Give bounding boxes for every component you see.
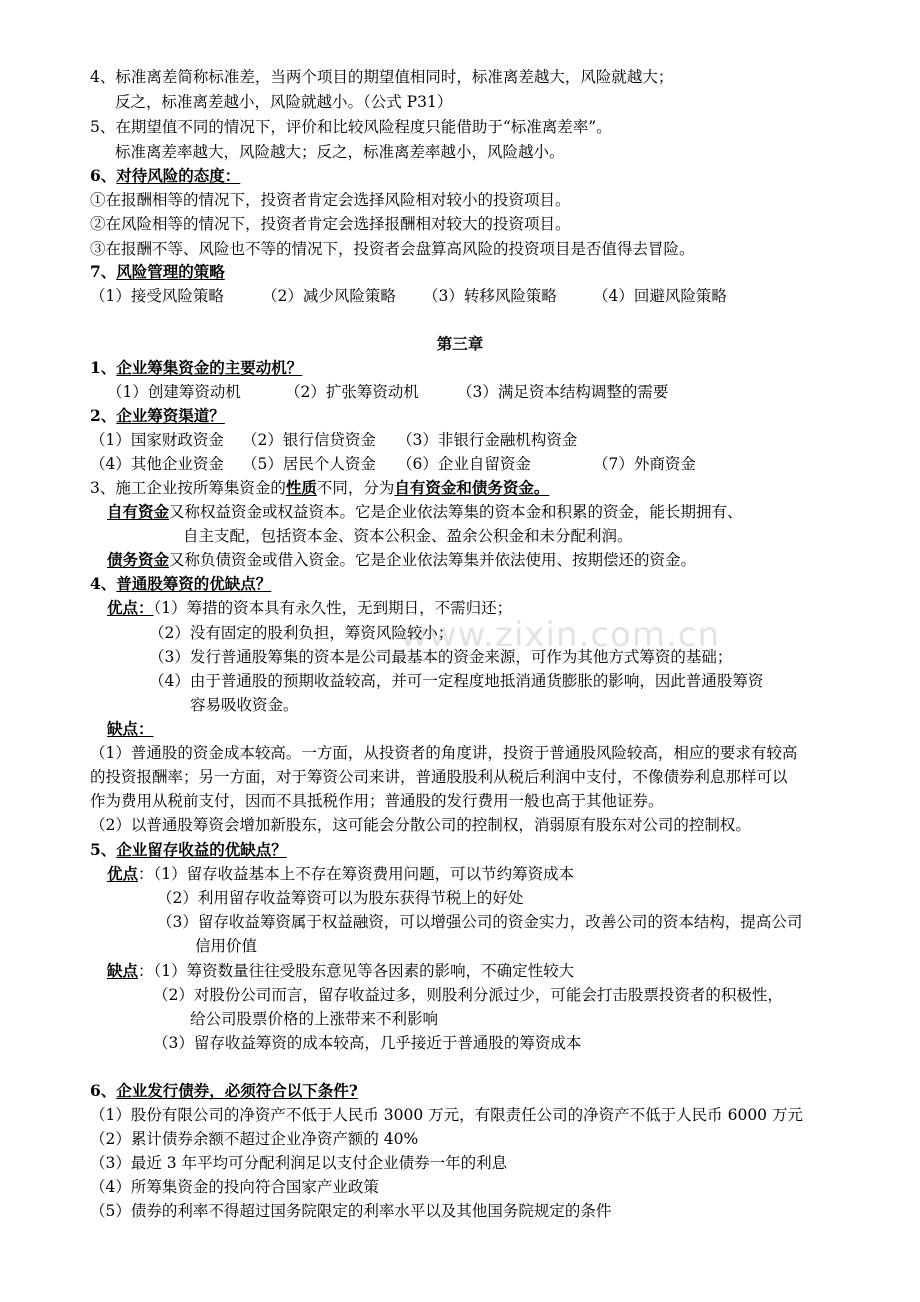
label-disadvantages: 缺点： [107, 719, 154, 738]
item-5-continued: 标准离差率越大，风险越大；反之，标准离差率越小，风险越小。 [115, 143, 565, 161]
stock-disadvantage-1-line2: 的投资报酬率；另一方面，对于筹资公司来讲，普通股股利从税后利润中支付，不像债券利息那样可以 [90, 768, 788, 786]
retained-disadvantage-2: （2）对股份公司而言，留存收益过多，则股利分派过少，可能会打击股票投资者的积极性， [153, 986, 783, 1004]
stock-advantage-2: （2）没有固定的股利负担，筹资风险较小； [149, 624, 454, 642]
emphasis-fund-types: 自有资金和债务资金。 [394, 478, 550, 497]
stock-advantage-4-continued: 容易吸收资金。 [190, 696, 299, 714]
heading-common-stock [90, 574, 271, 594]
retained-disadvantage-2-continued: 给公司股票价格的上涨带来不利影响 [190, 1010, 439, 1028]
heading-risk-strategy [90, 262, 225, 282]
heading-retained-earnings [90, 840, 287, 860]
attitude-1: ①在报酬相等的情况下，投资者肯定会选择风险相对较小的投资项目。 [90, 191, 571, 209]
item-3-fund-nature [90, 478, 549, 498]
heading-title: 企业发行债券，必须符合以下条件? [116, 1081, 358, 1100]
chapter-title: 第三章 [436, 334, 484, 353]
point-text: ：（1）筹资数量往往受股东意见等各因素的影响，不确定性较大 [138, 962, 575, 980]
channel-4: （4）其他企业资金 [90, 455, 224, 473]
heading-title: 企业筹集资金的主要动机？ [116, 358, 303, 377]
strategy-4: （4）回避风险策略 [593, 287, 727, 305]
stock-advantage-1 [107, 598, 512, 618]
heading-number: 7、 [90, 262, 117, 281]
strategy-1: （1）接受风险策略 [90, 287, 224, 305]
heading-title: 普通股筹资的优缺点？ [116, 574, 272, 593]
heading-number: 2、 [90, 406, 117, 425]
text-segment: 3、施工企业按所筹集资金的 [90, 479, 286, 497]
heading-number: 6、 [90, 1081, 117, 1100]
strategy-2: （2）减少风险策略 [262, 287, 396, 305]
motive-2: （2）扩张筹资动机 [285, 383, 419, 401]
watermark: www.zixin.com.cn [400, 615, 720, 655]
retained-disadvantage-3: （3）留存收益筹资的成本较高，几乎接近于普通股的筹资成本 [153, 1034, 582, 1052]
retained-advantage-3: （3）留存收益筹资属于权益融资，可以增强公司的资金实力，改善公司的资本结构，提高公司 [157, 913, 803, 931]
channel-6: （6）企业自留资金 [397, 455, 531, 473]
attitude-2: ②在风险相等的情况下，投资者肯定会选择报酬相对较大的投资项目。 [90, 215, 571, 233]
own-funds-continued: 自主支配，包括资本金、资本公积金、盈余公积金和未分配利润。 [183, 527, 633, 545]
retained-disadvantage-1 [107, 961, 574, 981]
item-4-std-dev: 4、标准离差简称标准差，当两个项目的期望值相同时，标准离差越大，风险就越大； [90, 68, 674, 86]
heading-number: 4、 [90, 574, 117, 593]
retained-advantage-1 [107, 864, 574, 884]
strategy-3: （3）转移风险策略 [423, 287, 557, 305]
heading-title: 对待风险的态度： [116, 166, 241, 185]
item-4-continued: 反之，标准离差越小，风险就越小。（公式 P31） [115, 93, 453, 111]
heading-title: 风险管理的策略 [116, 262, 225, 281]
heading-number: 1、 [90, 358, 117, 377]
label-disadvantages: 缺点 [107, 961, 139, 980]
motive-1: （1）创建筹资动机 [107, 383, 241, 401]
definition-text: 又称负债资金或借入资金。它是企业依法筹集并依法使用、按期偿还的资金。 [169, 551, 697, 569]
channel-2: （2）银行信贷资金 [242, 431, 376, 449]
heading-title: 企业留存收益的优缺点？ [116, 840, 287, 859]
heading-number: 5、 [90, 840, 117, 859]
bond-condition-4: （4）所筹集资金的投向符合国家产业政策 [90, 1178, 379, 1196]
channel-7: （7）外商资金 [593, 455, 696, 473]
stock-disadvantage-1: （1）普通股的资金成本较高。一方面，从投资者的角度讲，投资于普通股风险较高，相应的要求有较高 [90, 744, 798, 762]
item-5-cv: 5、在期望值不同的情况下，评价和比较风险程度只能借助于“标准离差率”。 [90, 118, 612, 136]
stock-advantage-3: （3）发行普通股筹集的资本是公司最基本的资金来源，可作为其他方式筹资的基础； [149, 648, 733, 666]
point-text: （1）筹措的资本具有永久性，无到期日，不需归还； [153, 599, 513, 617]
stock-disadvantage-2: （2）以普通股筹资会增加新股东，这可能会分散公司的控制权，消弱原有股东对公司的控制权。 [90, 816, 751, 834]
own-funds-definition [107, 502, 743, 522]
channel-5: （5）居民个人资金 [242, 455, 376, 473]
heading-title: 企业筹资渠道？ [116, 406, 225, 425]
heading-financing-channel [90, 406, 225, 426]
debt-funds-definition [107, 550, 696, 570]
stock-disadvantage-1-line3: 作为费用从税前支付，因而不具抵税作用；普通股的发行费用一般也高于其他证券。 [90, 792, 664, 810]
text-segment: 不同，分为 [316, 479, 395, 497]
attitude-3: ③在报酬不等、风险也不等的情况下，投资者会盘算高风险的投资项目是否值得去冒险。 [90, 240, 695, 258]
definition-text: 又称权益资金或权益资本。它是企业依法筹集的资本金和积累的资金，能长期拥有、 [169, 503, 743, 521]
stock-advantage-4: （4）由于普通股的预期收益较高，并可一定程度地抵消通货膨胀的影响，因此普通股筹资 [149, 672, 764, 690]
bond-condition-3: （3）最近 3 年平均可分配利润足以支付企业债券一年的利息 [90, 1154, 508, 1172]
heading-risk-attitude [90, 166, 240, 186]
label-advantages: 优点 [107, 864, 139, 883]
point-text: ：（1）留存收益基本上不存在筹资费用问题，可以节约筹资成本 [138, 865, 575, 883]
label-advantages: 优点： [107, 598, 154, 617]
heading-bond-conditions [90, 1081, 358, 1101]
heading-number: 6、 [90, 166, 117, 185]
retained-advantage-3-continued: 信用价值 [195, 937, 258, 955]
channel-3: （3）非银行金融机构资金 [397, 431, 578, 449]
heading-financing-motive [90, 358, 302, 378]
channel-1: （1）国家财政资金 [90, 431, 224, 449]
retained-advantage-2: （2）利用留存收益筹资可以为股东获得节税上的好处 [157, 889, 524, 907]
bond-condition-5: （5）债券的利率不得超过国务院限定的利率水平以及其他国务院规定的条件 [90, 1202, 612, 1220]
emphasis-nature: 性质 [285, 478, 317, 497]
term-debt-funds: 债务资金 [107, 550, 170, 569]
bond-condition-1: （1）股份有限公司的净资产不低于人民币 3000 万元，有限责任公司的净资产不低于人民币 6000 万元 [90, 1106, 803, 1124]
bond-condition-2: （2）累计债券余额不超过企业净资产额的 40% [90, 1130, 419, 1148]
term-own-funds: 自有资金 [107, 502, 170, 521]
motive-3: （3）满足资本结构调整的需要 [457, 383, 669, 401]
